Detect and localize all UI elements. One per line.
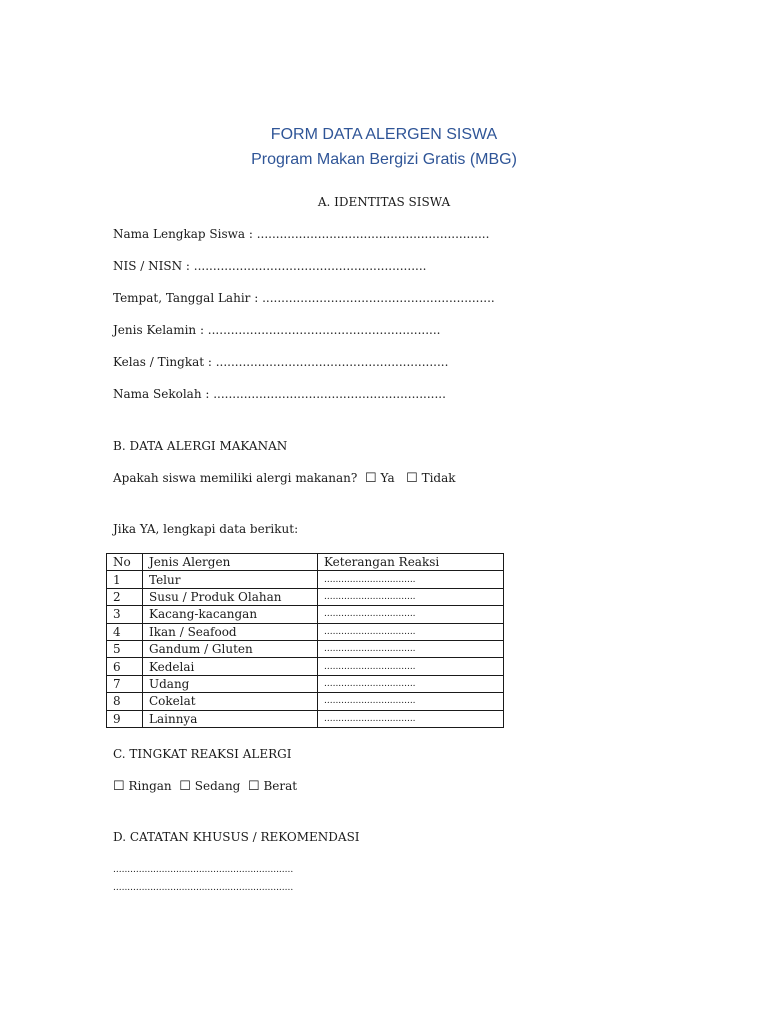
checkbox-ya[interactable]: ☐: [364, 471, 377, 486]
table-row: [107, 710, 504, 727]
section-d-heading: D. CATATAN KHUSUS / REKOMENDASI: [113, 830, 360, 844]
option-ya-label: Ya: [380, 471, 395, 485]
cell-jenis-alergen: Udang: [143, 675, 318, 692]
cell-no: 6: [107, 658, 143, 675]
cell-no: 9: [107, 710, 143, 727]
checkbox-ringan[interactable]: ☐: [113, 779, 125, 794]
field-nama-sekolah[interactable]: Nama Sekolah : .............................................................: [113, 387, 446, 401]
cell-keterangan-reaksi[interactable]: ................................: [318, 658, 504, 675]
section-c-heading: C. TINGKAT REAKSI ALERGI: [113, 747, 292, 761]
table-row: [107, 658, 504, 675]
notes-line-2[interactable]: ...............................................................: [113, 883, 294, 893]
field-jenis-kelamin[interactable]: Jenis Kelamin : .............................................................: [113, 323, 441, 337]
cell-no: 5: [107, 640, 143, 657]
cell-keterangan-reaksi[interactable]: ................................: [318, 675, 504, 692]
header-no: No: [107, 554, 143, 571]
cell-jenis-alergen: Telur: [143, 571, 318, 588]
option-ringan-label: Ringan: [128, 779, 172, 793]
cell-no: 1: [107, 571, 143, 588]
cell-keterangan-reaksi[interactable]: ................................: [318, 571, 504, 588]
table-row: [107, 623, 504, 640]
table-row: [107, 588, 504, 605]
cell-jenis-alergen: Susu / Produk Olahan: [143, 588, 318, 605]
field-nis-nisn[interactable]: NIS / NISN : .............................................................: [113, 259, 427, 273]
option-tidak-label: Tidak: [421, 471, 456, 485]
cell-jenis-alergen: Kedelai: [143, 658, 318, 675]
cell-keterangan-reaksi[interactable]: ................................: [318, 710, 504, 727]
cell-no: 7: [107, 675, 143, 692]
cell-keterangan-reaksi[interactable]: ................................: [318, 588, 504, 605]
cell-keterangan-reaksi[interactable]: ................................: [318, 693, 504, 710]
allergen-table: [106, 553, 504, 728]
section-a-heading: A. IDENTITAS SISWA: [317, 195, 451, 209]
table-row: [107, 640, 504, 657]
table-row: [107, 571, 504, 588]
table-instruction: Jika YA, lengkapi data berikut:: [113, 522, 299, 536]
table-header-row: [107, 554, 504, 571]
cell-no: 8: [107, 693, 143, 710]
checkbox-tidak[interactable]: ☐: [406, 471, 418, 486]
cell-jenis-alergen: Cokelat: [143, 693, 318, 710]
allergy-question-row: [113, 471, 456, 486]
checkbox-berat[interactable]: ☐: [248, 779, 260, 794]
allergy-question: Apakah siswa memiliki alergi makanan?: [113, 471, 358, 485]
cell-keterangan-reaksi[interactable]: ................................: [318, 640, 504, 657]
field-tempat-tanggal-lahir[interactable]: Tempat, Tanggal Lahir : .............................................................: [113, 291, 495, 305]
header-keterangan-reaksi: Keterangan Reaksi: [318, 554, 504, 571]
severity-options: [113, 779, 297, 794]
field-nama-lengkap[interactable]: Nama Lengkap Siswa : .............................................................: [113, 227, 490, 241]
table-row: [107, 693, 504, 710]
cell-no: 3: [107, 606, 143, 623]
header-jenis-alergen: Jenis Alergen: [143, 554, 318, 571]
table-row: [107, 675, 504, 692]
table-row: [107, 606, 504, 623]
cell-keterangan-reaksi[interactable]: ................................: [318, 623, 504, 640]
cell-no: 2: [107, 588, 143, 605]
section-b-heading: B. DATA ALERGI MAKANAN: [113, 439, 288, 453]
cell-keterangan-reaksi[interactable]: ................................: [318, 606, 504, 623]
cell-jenis-alergen: Gandum / Gluten: [143, 640, 318, 657]
notes-line-1[interactable]: ...............................................................: [113, 865, 294, 875]
form-title: FORM DATA ALERGEN SISWA: [270, 126, 498, 143]
checkbox-sedang[interactable]: ☐: [179, 779, 191, 794]
cell-jenis-alergen: Kacang-kacangan: [143, 606, 318, 623]
cell-no: 4: [107, 623, 143, 640]
cell-jenis-alergen: Ikan / Seafood: [143, 623, 318, 640]
option-berat-label: Berat: [263, 779, 298, 793]
option-sedang-label: Sedang: [194, 779, 241, 793]
field-kelas-tingkat[interactable]: Kelas / Tingkat : .............................................................: [113, 355, 449, 369]
cell-jenis-alergen: Lainnya: [143, 710, 318, 727]
form-subtitle: Program Makan Bergizi Gratis (MBG): [251, 151, 517, 168]
